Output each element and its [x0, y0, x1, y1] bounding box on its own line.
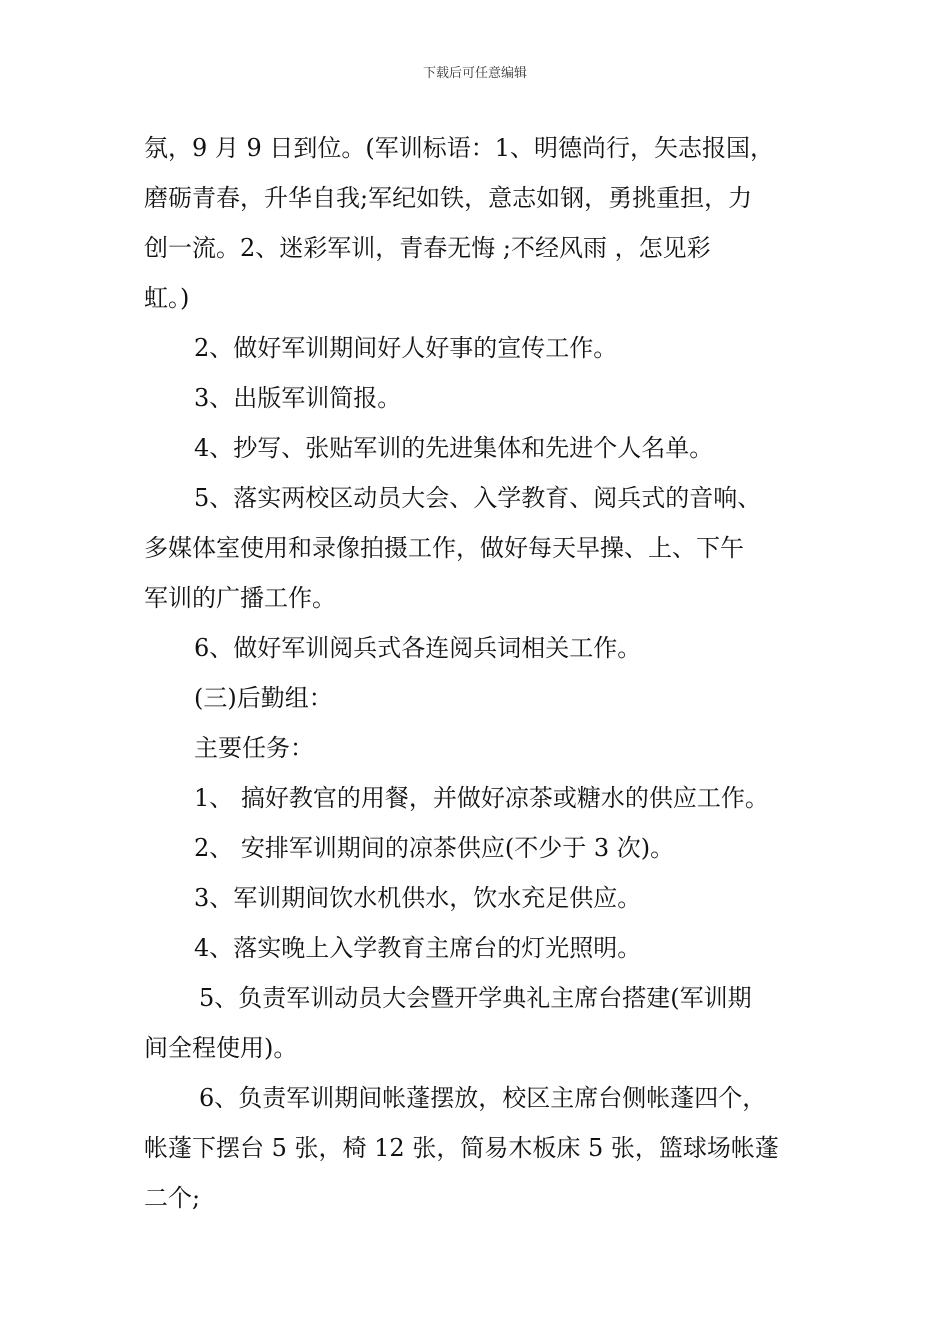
text-line: 二个;: [144, 1184, 201, 1212]
list-item: 3、军训期间饮水机供水，饮水充足供应。: [194, 884, 642, 912]
list-item: 3、出版军训简报。: [194, 384, 402, 412]
list-item: 4、抄写、张贴军训的先进集体和先进个人名单。: [194, 434, 714, 462]
list-item: 6、负责军训期间帐蓬摆放，校区主席台侧帐蓬四个，: [199, 1084, 767, 1112]
list-item: 5、落实两校区动员大会、入学教育、阅兵式的音响、: [194, 484, 762, 512]
text-line: 帐蓬下摆台 5 张，椅 12 张，简易木板床 5 张，篮球场帐蓬: [144, 1134, 779, 1162]
page-header: 下载后可任意编辑: [422, 66, 527, 81]
list-item: 6、做好军训阅兵式各连阅兵词相关工作。: [194, 634, 642, 662]
list-item: 2、做好军训期间好人好事的宣传工作。: [194, 334, 618, 362]
text-line: 磨砺青春，升华自我;军纪如铁，意志如钢，勇挑重担，力: [144, 184, 753, 212]
section-heading: (三)后勤组：: [194, 684, 333, 712]
text-line: 间全程使用)。: [144, 1034, 298, 1062]
list-item: 2、 安排军训期间的凉茶供应(不少于 3 次)。: [194, 834, 675, 862]
document-body: [144, 123, 810, 1223]
subheading: 主要任务：: [194, 734, 314, 762]
list-item: 5、负责军训动员大会暨开学典礼主席台搭建(军训期: [199, 984, 752, 1012]
text-line: 多媒体室使用和录像拍摄工作，做好每天早操、上、下午: [144, 534, 744, 562]
list-item: 1、 搞好教官的用餐，并做好凉茶或糖水的供应工作。: [194, 784, 769, 812]
text-line: 军训的广播工作。: [144, 584, 336, 612]
text-line: 创一流。2、迷彩军训，青春无悔 ;不经风雨 ，怎见彩: [144, 234, 711, 262]
text-line: 氛，9 月 9 日到位。(军训标语：1、明德尚行，矢志报国，: [144, 134, 775, 162]
list-item: 4、落实晚上入学教育主席台的灯光照明。: [194, 934, 642, 962]
text-line: 虹。): [144, 284, 190, 312]
